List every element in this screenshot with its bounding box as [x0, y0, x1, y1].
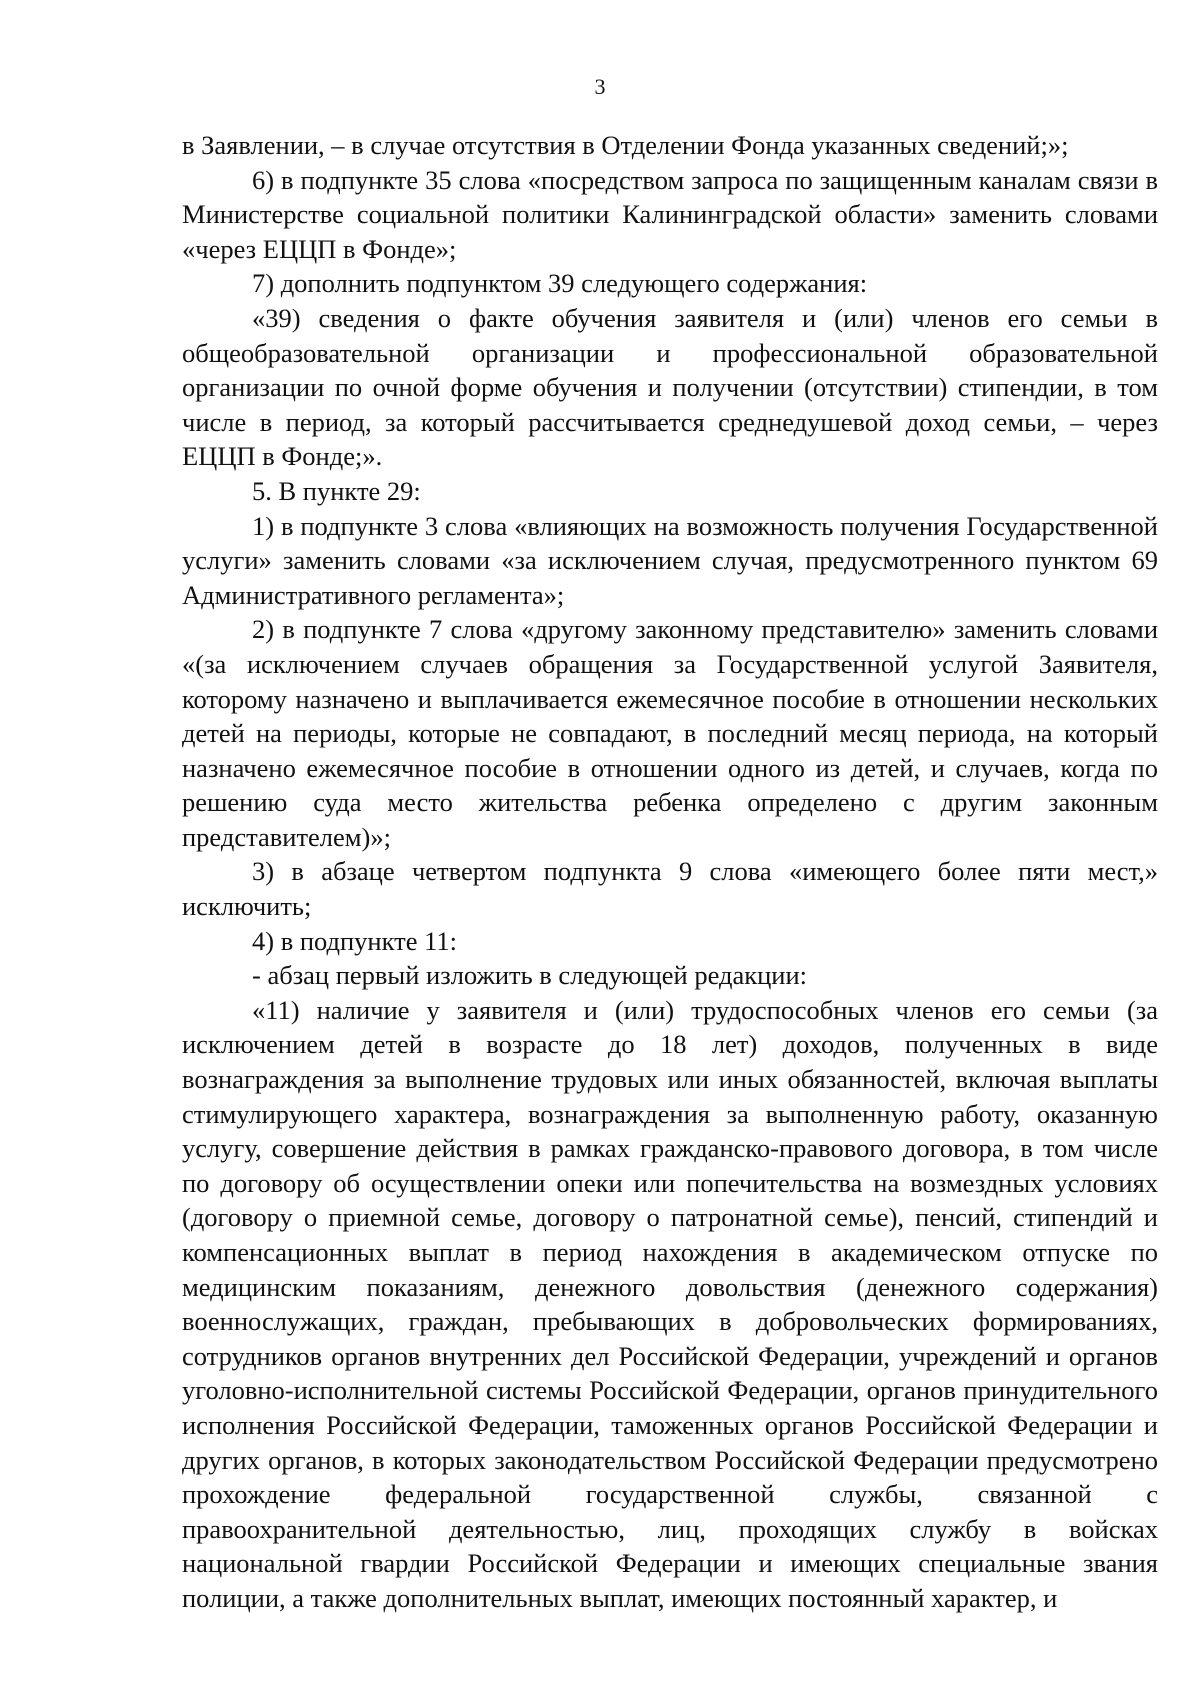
page-number: 3	[594, 74, 606, 99]
paragraph: «11) наличие у заявителя и (или) трудоспособных членов его семьи (за исключением детей в возрасте до 18 лет) доходов, полученных в виде вознаграждения за выполнение трудовых или иных обязанностей, включая выплаты стимулирующего характера, вознаграждения за выполненную работу, оказанную услугу, совершение действия в рамках гражданско-правового договора, в том числе по договору об осуществлении опеки или попечительства на возмездных условиях (договору о приемной семье, договору о патронатной семье), пенсий, стипендий и компенсационных выплат в период нахождения в академическом отпуске по медицинским показаниям, денежного довольствия (денежного содержания) военнослужащих, граждан, пребывающих в добровольческих формированиях, сотрудников органов внутренних дел Российской Федерации, учреждений и органов уголовно-исполнительной системы Российской Федерации, органов принудительного исполнения Российской Федерации, таможенных органов Российской Федерации и других органов, в которых законодательством Российской Федерации предусмотрено прохождение федеральной государственной службы, связанной с правоохранительной деятельностью, лиц, проходящих службу в войсках национальной гвардии Российской Федерации и имеющих специальные звания полиции, а также дополнительных выплат, имеющих постоянный характер, и	[182, 994, 1158, 1613]
paragraph: 3) в абзаце четвертом подпункта 9 слова «имеющего более пяти мест,» исключить;	[182, 856, 1158, 922]
paragraph: 5. В пункте 29:	[252, 475, 421, 506]
paragraph: 2) в подпункте 7 слова «другому законному представителю» заменить словами «(за исключением случаев обращения за Государственной услугой Заявителя, которому назначено и выплачивается ежемесячное пособие в отношении нескольких детей на периоды, которые не совпадают, в последний месяц периода, на который назначено ежемесячное пособие в отношении одного из детей, и случаев, когда по решению суда место жительства ребенка определено с другим законным представителем)»;	[182, 614, 1158, 852]
paragraph: 6) в подпункте 35 слова «посредством запроса по защищенным каналам связи в Министерстве социальной политики Калининградской области» заменить словами «через ЕЦЦП в Фонде»;	[182, 164, 1158, 264]
document-body	[182, 128, 1158, 1616]
paragraph: - абзац первый изложить в следующей редакции:	[252, 960, 808, 991]
paragraph: 4) в подпункте 11:	[252, 925, 457, 956]
paragraph: в Заявлении, – в случае отсутствия в Отделении Фонда указанных сведений;»;	[182, 130, 1069, 160]
paragraph: «39) сведения о факте обучения заявителя и (или) членов его семьи в общеобразовательной организации и профессиональной образовательной организации по очной форме обучения и получении (отсутствии) стипендии, в том числе в период, за который рассчитывается среднедушевой доход семьи, – через ЕЦЦП в Фонде;».	[182, 302, 1158, 472]
paragraph: 1) в подпункте 3 слова «влияющих на возможность получения Государственной услуги» заменить словами «за исключением случая, предусмотренного пунктом 69 Административного регламента»;	[182, 510, 1158, 610]
paragraph: 7) дополнить подпунктом 39 следующего содержания:	[252, 268, 868, 299]
